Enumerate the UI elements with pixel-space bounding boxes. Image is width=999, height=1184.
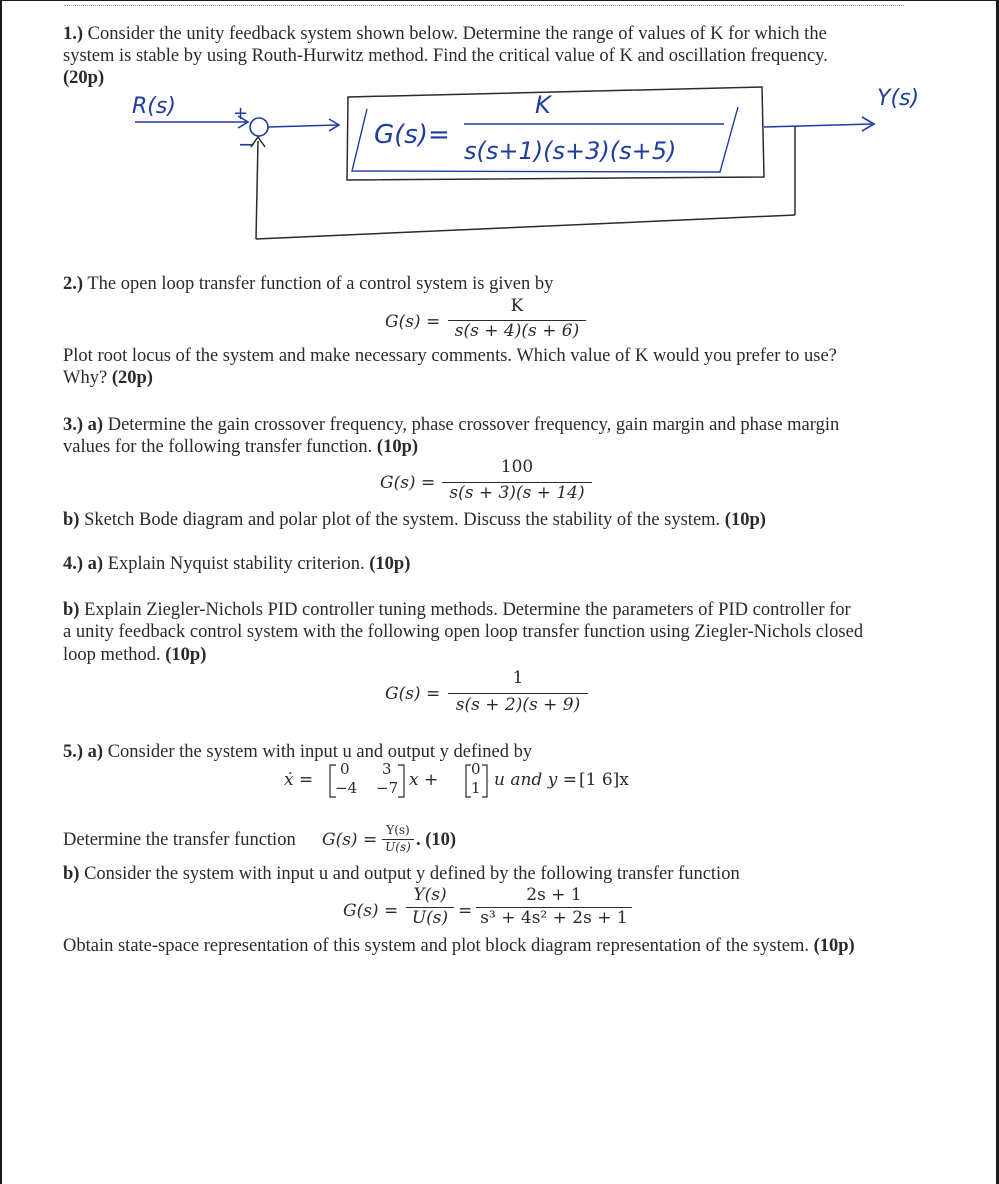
b-matrix-2: 1: [471, 779, 481, 797]
q4-fraction: 1 s(s + 2)(s + 9): [448, 668, 588, 718]
minus-sign: −: [238, 132, 255, 156]
q5-b-lhs: G(s) =: [343, 901, 399, 921]
q2-fraction: K s(s + 4)(s + 6): [448, 296, 586, 344]
q3-lhs: G(s) =: [380, 473, 436, 493]
output-line: [764, 124, 872, 127]
q1-line2: system is stable by using Routh-Hurwitz method. Find the critical value of K and oscillation frequency.: [63, 46, 828, 66]
q2-lhs: G(s) =: [385, 312, 441, 332]
q5-x-plus: x +: [409, 770, 439, 790]
block-lhs: G(s)=: [374, 120, 450, 150]
q5-b-equals: =: [458, 901, 473, 921]
q5-b: b) Consider the system with input u and output y defined by the following transfer function: [63, 864, 740, 884]
q3-fraction: 100 s(s + 3)(s + 14): [442, 457, 592, 507]
q5-a-tf-lhs: G(s) =: [322, 830, 378, 850]
q5-u-and-y: u and y =: [494, 770, 577, 790]
q5-a-determine: Determine the transfer function: [63, 830, 296, 850]
a-matrix-21: −4: [335, 779, 358, 797]
q2-line2: Plot root locus of the system and make necessary comments. Which value of K would you prefer to use?: [63, 346, 837, 366]
plus-sign: +: [233, 103, 249, 124]
b-matrix-1: 0: [471, 760, 481, 778]
q4-a: 4.) a) Explain Nyquist stability criterion. (10p): [63, 554, 411, 574]
q4-lhs: G(s) =: [385, 684, 441, 704]
block-denominator: s(s+1)(s+3)(s+5): [464, 137, 677, 165]
q3-b: b) Sketch Bode diagram and polar plot of the system. Discuss the stability of the system. (10p): [63, 510, 766, 530]
q5-c-matrix: [1 6]x: [579, 770, 629, 790]
q5-a-points: . (10): [416, 830, 457, 850]
q1-points: (20p): [63, 68, 105, 88]
q1-line1: 1.) Consider the unity feedback system shown below. Determine the range of values of K for which the: [63, 24, 827, 44]
block-numerator: K: [535, 91, 551, 119]
a-matrix-11: 0: [340, 760, 350, 778]
q5-b-fraction-2: 2s + 1 s³ + 4s² + 2s + 1: [476, 885, 632, 931]
q5-a: 5.) a) Consider the system with input u and output y defined by: [63, 742, 533, 762]
q1-block-diagram: [2, 1, 996, 261]
q2-line1: 2.) The open loop transfer function of a control system is given by: [63, 274, 554, 294]
q4-b-line2: a unity feedback control system with the following open loop transfer function using Ziegler-Nichols closed: [63, 622, 864, 642]
q5-xdot: ẋ =: [284, 770, 314, 790]
a-matrix-22: −7: [376, 779, 399, 797]
q4-b-line3: loop method. (10p): [63, 645, 207, 665]
q3-a-line1: 3.) a) Determine the gain crossover frequency, phase crossover frequency, gain margin and phase margin: [63, 415, 840, 435]
a-matrix-12: 3: [382, 760, 392, 778]
input-label: R(s): [132, 94, 176, 119]
q5-a-tf-fraction: Y(s) U(s): [382, 823, 414, 859]
q5-b-line2: Obtain state-space representation of this system and plot block diagram representation of the system. (10p): [63, 936, 855, 956]
q2-line3: Why? (20p): [63, 368, 153, 388]
q4-b-line1: b) Explain Ziegler-Nichols PID controller tuning methods. Determine the parameters of PID controller for: [63, 600, 851, 620]
output-label: Y(s): [877, 86, 920, 111]
document-page: [2, 1, 996, 1184]
q5-b-fraction-1: Y(s) U(s): [406, 885, 454, 931]
q3-a-line2: values for the following transfer function. (10p): [63, 437, 419, 457]
